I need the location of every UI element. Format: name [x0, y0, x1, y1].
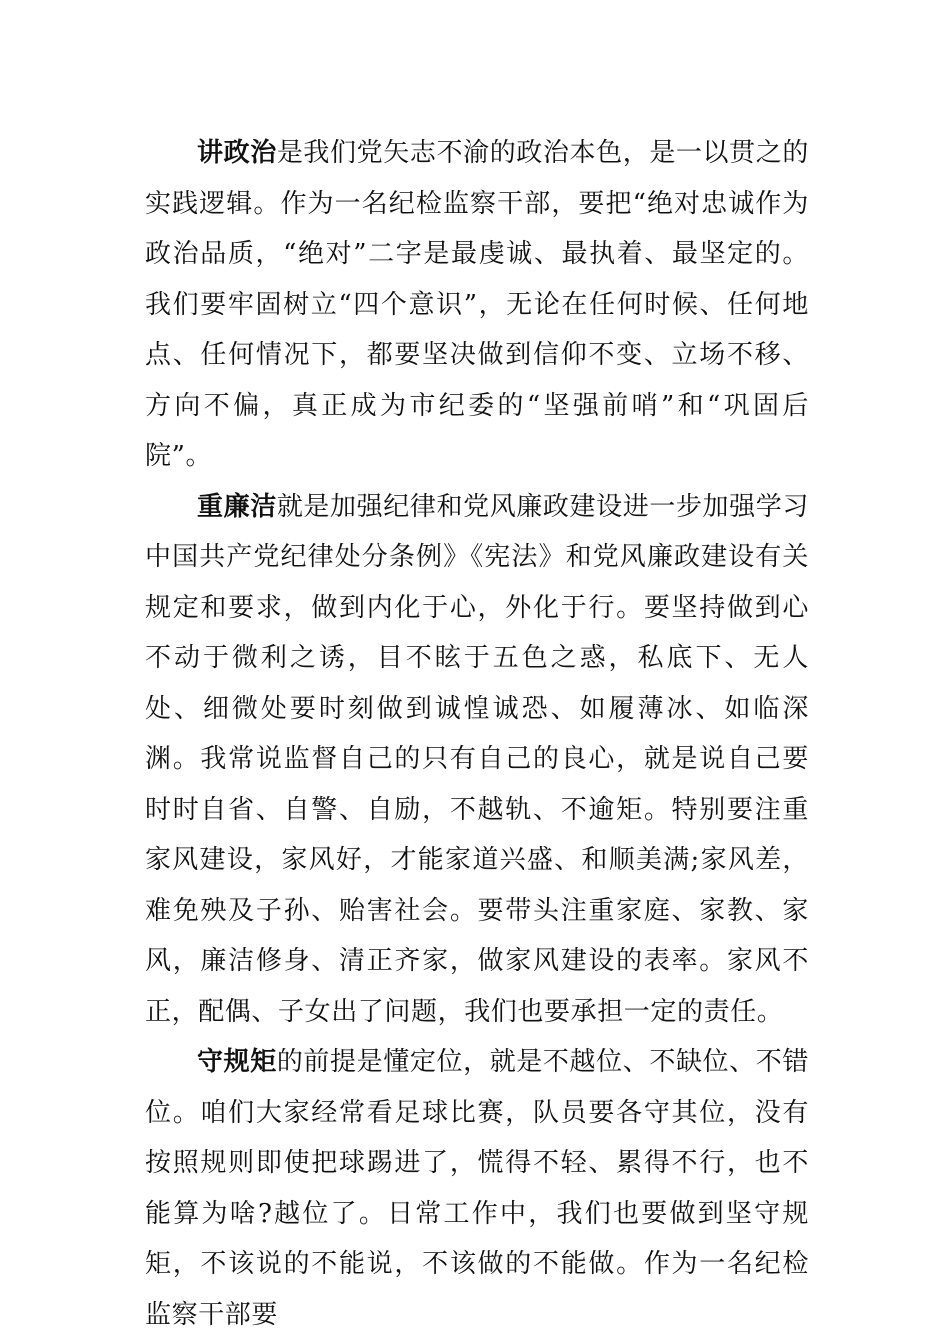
paragraph-integrity	[145, 482, 809, 1038]
document-body	[145, 128, 809, 1340]
paragraph-text: 的前提是懂定位，就是不越位、不缺位、不错位。咱们大家经常看足球比赛，队员要各守其位，没有按照规则即使把球踢进了，慌得不轻、累得不行，也不能算为啥?越位了。日常工作中，我们也要做到坚守规矩，不该说的不能说，不该做的不能做。作为一名纪检监察干部要	[145, 1047, 809, 1330]
paragraph-text: 就是加强纪律和党风廉政建设进一步加强学习中国共产党纪律处分条例》《宪法》和党风廉政建设有关规定和要求，做到内化于心，外化于行。要坚持做到心不动于微利之诱，目不眩于五色之惑，私底下、无人处、细微处要时刻做到诚惶诚恐、如履薄冰、如临深渊。我常说监督自己的只有自己的良心，就是说自己要时时自省、自警、自励，不越轨、不逾矩。特别要注重家风建设，家风好，才能家道兴盛、和顺美满;家风差，难免殃及子孙、贻害社会。要带头注重家庭、家教、家风，廉洁修身、清正齐家，做家风建设的表率。家风不正，配偶、子女出了问题，我们也要承担一定的责任。	[145, 491, 809, 1027]
paragraph-lead: 重廉洁	[197, 491, 277, 522]
paragraph-text: 是我们党矢志不渝的政治本色，是一以贯之的实践逻辑。作为一名纪检监察干部，要把“绝对忠诚作为政治品质，“绝对”二字是最虔诚、最执着、最坚定的。我们要牢固树立“四个意识”，无论在任何时候、任何地点、任何情况下，都要坚决做到信仰不变、立场不移、方向不偏，真正成为市纪委的“坚强前哨”和“巩固后院”。	[145, 138, 809, 471]
paragraph-politics	[145, 128, 809, 482]
paragraph-rules	[145, 1037, 809, 1340]
paragraph-lead: 讲政治	[197, 138, 277, 168]
paragraph-lead: 守规矩	[197, 1047, 277, 1077]
